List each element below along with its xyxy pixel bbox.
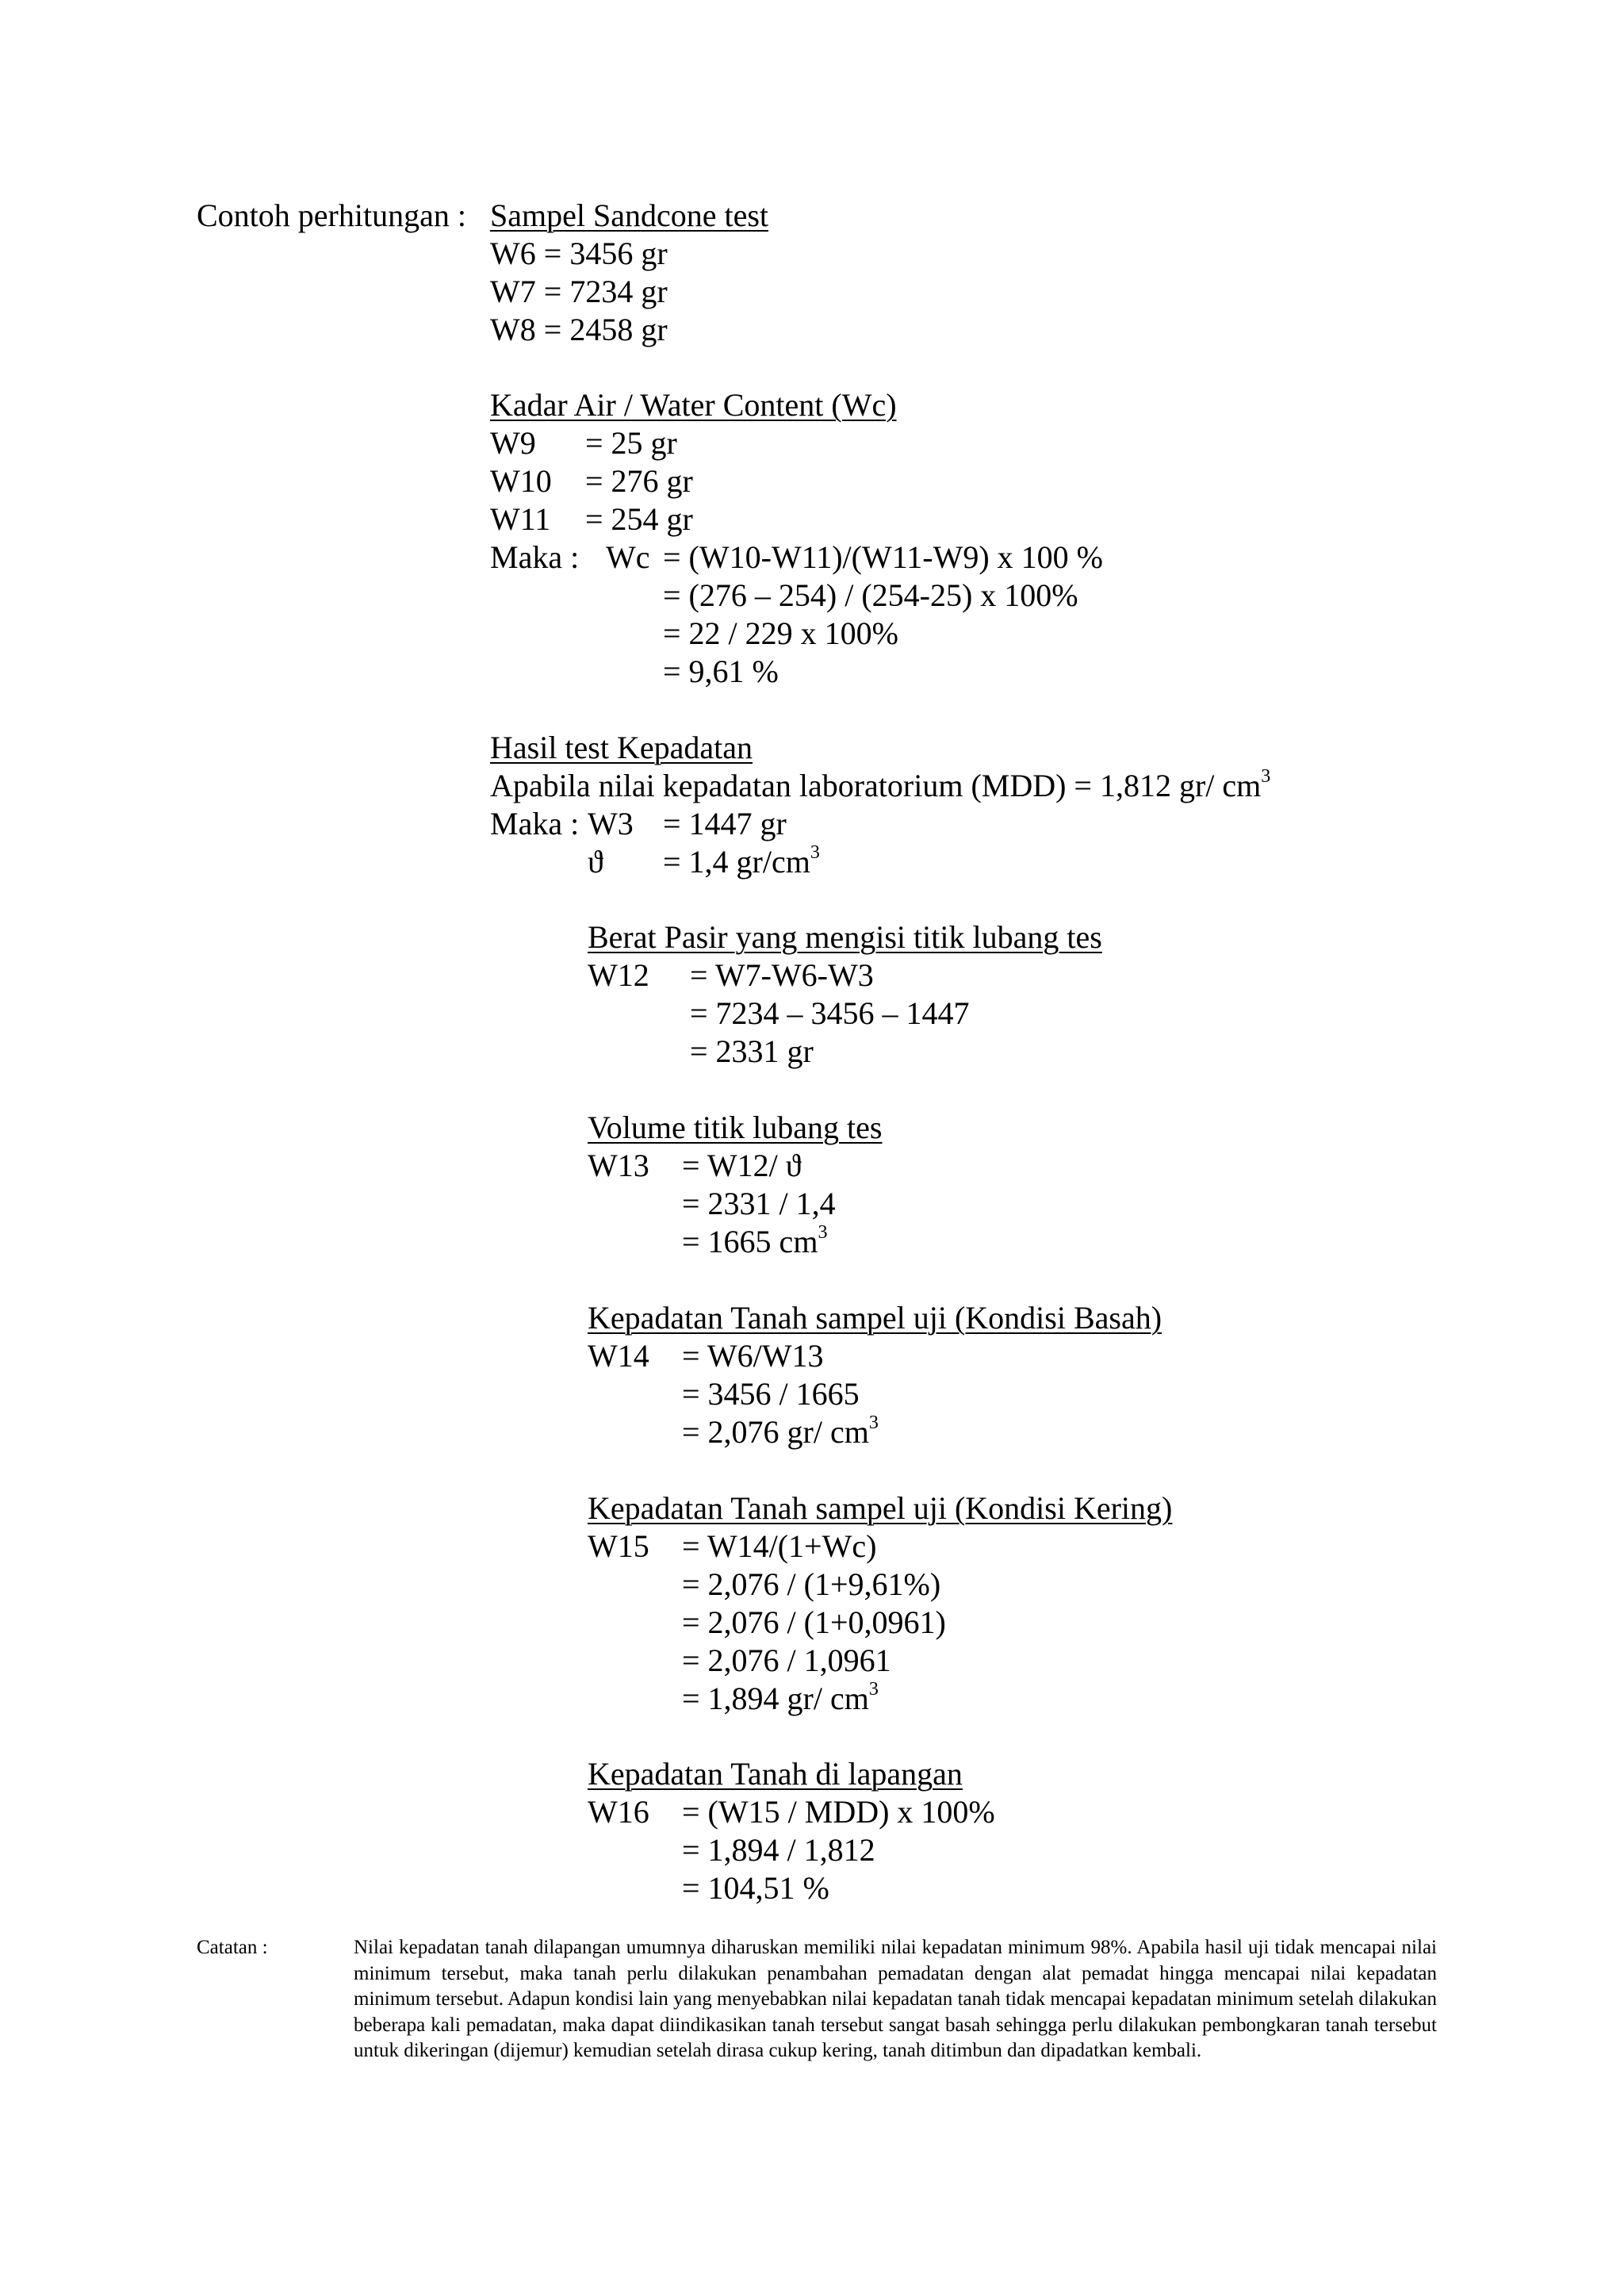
w14-name: W14	[588, 1338, 649, 1374]
w3-value: = 1447 gr	[663, 806, 787, 841]
w6-line: W6 = 3456 gr	[490, 236, 668, 271]
wc-step-2: = (276 – 254) / (254-25) x 100%	[663, 577, 1078, 613]
w15-result: = 1,894 gr/ $cm^3$	[682, 1678, 879, 1716]
theta-value: = 1,4 $gr/cm^3$	[663, 841, 820, 880]
w3-name: W3	[588, 806, 634, 841]
mdd-line: Apabila nilai kepadatan laboratorium (MDD) = 1,812 gr/ $cm^3$	[490, 765, 1271, 803]
w16-step-1: = (W15 / MDD) x 100%	[682, 1794, 995, 1830]
w16-step-2: = 1,894 / 1,812	[682, 1832, 875, 1868]
w15-step-2: = 2,076 / (1+9,61%)	[682, 1566, 941, 1602]
note-text: Nilai kepadatan tanah dilapangan umumnya diharuskan memiliki nilai kepadatan minimum 98%. Apabila hasil uji tidak mencapai nilai minimum tersebut, maka tanah perlu dilakukan penambahan pemadatan dengan alat pemadat hingga mencapai nilai kepadatan minimum tersebut. Adapun kondisi lain yang menyebabkan nilai kepadatan tanah tidak mencapai kepadatan minimum setelah dilakukan beberapa kali pemadatan, maka dapat diindikasikan tanah tersebut sangat basah sehingga perlu dilakukan pembongkaran tanah tersebut untuk dikeringan (dijemur) kemudian setelah dirasa cukup kering, tanah ditimbun dan dipadatkan kembali.	[354, 1937, 1437, 2062]
w11-value: = 254 gr	[585, 501, 693, 537]
wc-result: = 9,61 %	[663, 654, 779, 689]
water-content-title: Kadar Air / Water Content (Wc)	[490, 387, 897, 423]
w15-step-1: = W14/(1+Wc)	[682, 1528, 877, 1564]
w10-name: W10	[490, 463, 552, 499]
w12-result: = 2331 gr	[690, 1033, 814, 1069]
w14-step-1: = W6/W13	[682, 1338, 824, 1374]
wc-step-1: = (W10-W11)/(W11-W9) x 100 %	[663, 539, 1103, 575]
w16-name: W16	[588, 1794, 649, 1830]
w15-step-3: = 2,076 / (1+0,0961)	[682, 1604, 946, 1640]
w13-result: = 1665 $cm^3$	[682, 1221, 828, 1259]
w13-name: W13	[588, 1148, 649, 1183]
w7-line: W7 = 7234 gr	[490, 274, 668, 309]
density-test-title: Hasil test Kepadatan	[490, 730, 753, 765]
w12-step-2: = 7234 – 3456 – 1447	[690, 995, 970, 1031]
w15-step-4: = 2,076 / 1,0961	[682, 1642, 891, 1678]
maka-label: Maka :	[490, 539, 580, 575]
note-label: Catatan :	[197, 1937, 268, 1958]
w12-step-1: = W7-W6-W3	[690, 957, 874, 993]
field-density-title: Kepadatan Tanah di lapangan	[588, 1756, 963, 1792]
w12-name: W12	[588, 957, 649, 993]
w14-step-2: = 3456 / 1665	[682, 1376, 860, 1412]
w15-name: W15	[588, 1528, 649, 1564]
wc-name: Wc	[606, 539, 650, 575]
w13-step-2: = 2331 / 1,4	[682, 1186, 836, 1221]
w11-name: W11	[490, 501, 551, 537]
wet-density-title: Kepadatan Tanah sampel uji (Kondisi Basah)	[588, 1300, 1162, 1336]
w8-line: W8 = 2458 gr	[490, 312, 668, 347]
sandcone-section-title: Sampel Sandcone test	[490, 197, 769, 233]
w14-result: = 2,076 gr/ $cm^3$	[682, 1412, 879, 1450]
calculation-example-label: Contoh perhitungan :	[197, 197, 466, 233]
w10-value: = 276 gr	[585, 463, 693, 499]
sand-weight-title: Berat Pasir yang mengisi titik lubang tes	[588, 919, 1102, 955]
w16-result: = 104,51 %	[682, 1870, 829, 1906]
dry-density-title: Kepadatan Tanah sampel uji (Kondisi Kering)	[588, 1490, 1173, 1526]
w13-step-1: = W12/ ϑ	[682, 1148, 802, 1183]
w9-value: = 25 gr	[585, 425, 677, 461]
wc-step-3: = 22 / 229 x 100%	[663, 615, 898, 651]
w9-name: W9	[490, 425, 536, 461]
maka-label-2: Maka :	[490, 806, 580, 841]
theta-name: ϑ	[588, 844, 603, 880]
hole-volume-title: Volume titik lubang tes	[588, 1110, 883, 1145]
